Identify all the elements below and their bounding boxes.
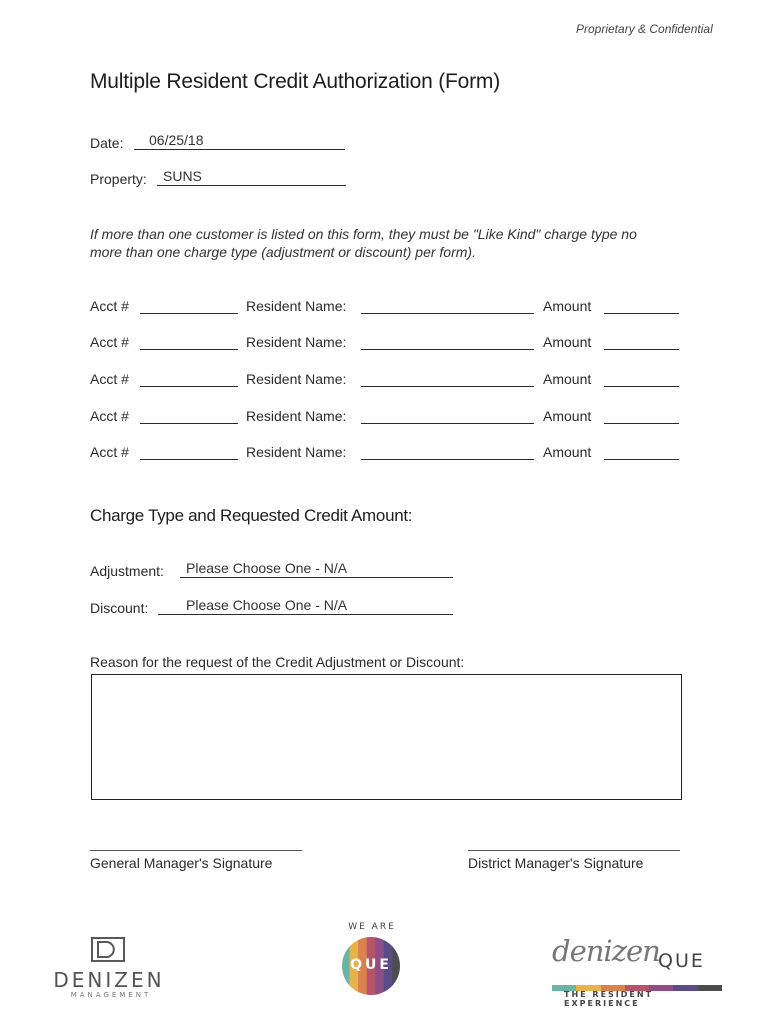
dm-signature-label: District Manager's Signature bbox=[468, 855, 644, 871]
adjustment-line[interactable] bbox=[180, 577, 453, 578]
resident-name-field[interactable] bbox=[361, 459, 534, 460]
dm-signature-line[interactable] bbox=[468, 850, 680, 851]
gm-signature-line[interactable] bbox=[90, 850, 302, 851]
resident-name-label: Resident Name: bbox=[246, 334, 347, 350]
like-kind-note: If more than one customer is listed on this form, they must be "Like Kind" charge type no more than one charge type (adjustment or discount) per form). bbox=[90, 226, 637, 260]
amount-label: Amount bbox=[543, 408, 592, 424]
amount-field[interactable] bbox=[604, 459, 679, 460]
denizen-que-tagline: THE RESIDENT EXPERIENCE bbox=[564, 990, 654, 1008]
que-circle-text: QUE bbox=[350, 957, 392, 973]
acct-label: Acct # bbox=[90, 371, 129, 387]
denizen-logo-name: DENIZEN bbox=[53, 968, 165, 992]
resident-name-field[interactable] bbox=[361, 313, 534, 314]
acct-label: Acct # bbox=[90, 334, 129, 350]
discount-line[interactable] bbox=[158, 614, 453, 615]
acct-field[interactable] bbox=[140, 349, 238, 350]
date-label: Date: bbox=[90, 135, 124, 151]
acct-label: Acct # bbox=[90, 444, 129, 460]
date-field[interactable]: 06/25/18 bbox=[149, 132, 204, 148]
page-title: Multiple Resident Credit Authorization (Form) bbox=[90, 70, 500, 93]
amount-label: Amount bbox=[543, 334, 592, 350]
amount-field[interactable] bbox=[604, 423, 679, 424]
denizen-logo-sub: MANAGEMENT bbox=[70, 991, 152, 999]
discount-select[interactable]: Please Choose One - N/A bbox=[186, 597, 348, 613]
charge-section-title: Charge Type and Requested Credit Amount: bbox=[90, 506, 413, 525]
denizen-que-text: QUE bbox=[658, 950, 705, 972]
reason-label: Reason for the request of the Credit Adjustment or Discount: bbox=[90, 654, 465, 670]
adjustment-select[interactable]: Please Choose One - N/A bbox=[186, 560, 348, 576]
resident-name-field[interactable] bbox=[361, 386, 534, 387]
amount-label: Amount bbox=[543, 371, 592, 387]
acct-field[interactable] bbox=[140, 386, 238, 387]
que-circle-logo bbox=[341, 936, 401, 996]
weare-label: WE ARE bbox=[348, 922, 396, 932]
denizen-que-color-bar bbox=[552, 978, 722, 984]
resident-row bbox=[90, 444, 682, 464]
confidential-note: Proprietary & Confidential bbox=[576, 22, 713, 36]
date-field-line[interactable] bbox=[134, 149, 345, 150]
amount-field[interactable] bbox=[604, 349, 679, 350]
property-label: Property: bbox=[90, 171, 147, 187]
acct-field[interactable] bbox=[140, 423, 238, 424]
denizen-script-text: denizen bbox=[552, 934, 660, 968]
amount-field[interactable] bbox=[604, 313, 679, 314]
acct-label: Acct # bbox=[90, 298, 129, 314]
resident-name-label: Resident Name: bbox=[246, 298, 347, 314]
denizen-management-logo bbox=[44, 936, 174, 1002]
discount-label: Discount: bbox=[90, 600, 149, 616]
reason-textarea[interactable] bbox=[91, 674, 682, 800]
acct-field[interactable] bbox=[140, 459, 238, 460]
amount-field[interactable] bbox=[604, 386, 679, 387]
gm-signature-label: General Manager's Signature bbox=[90, 855, 273, 871]
amount-label: Amount bbox=[543, 444, 592, 460]
acct-field[interactable] bbox=[140, 313, 238, 314]
resident-row bbox=[90, 334, 682, 354]
adjustment-label: Adjustment: bbox=[90, 563, 164, 579]
resident-name-label: Resident Name: bbox=[246, 444, 347, 460]
resident-name-field[interactable] bbox=[361, 423, 534, 424]
resident-row bbox=[90, 371, 682, 391]
denizen-que-logo bbox=[550, 934, 725, 1008]
acct-label: Acct # bbox=[90, 408, 129, 424]
property-field[interactable]: SUNS bbox=[163, 168, 202, 184]
amount-label: Amount bbox=[543, 298, 592, 314]
resident-row bbox=[90, 298, 682, 318]
resident-name-field[interactable] bbox=[361, 349, 534, 350]
resident-row bbox=[90, 408, 682, 428]
property-field-line[interactable] bbox=[157, 185, 346, 186]
resident-name-label: Resident Name: bbox=[246, 371, 347, 387]
resident-name-label: Resident Name: bbox=[246, 408, 347, 424]
